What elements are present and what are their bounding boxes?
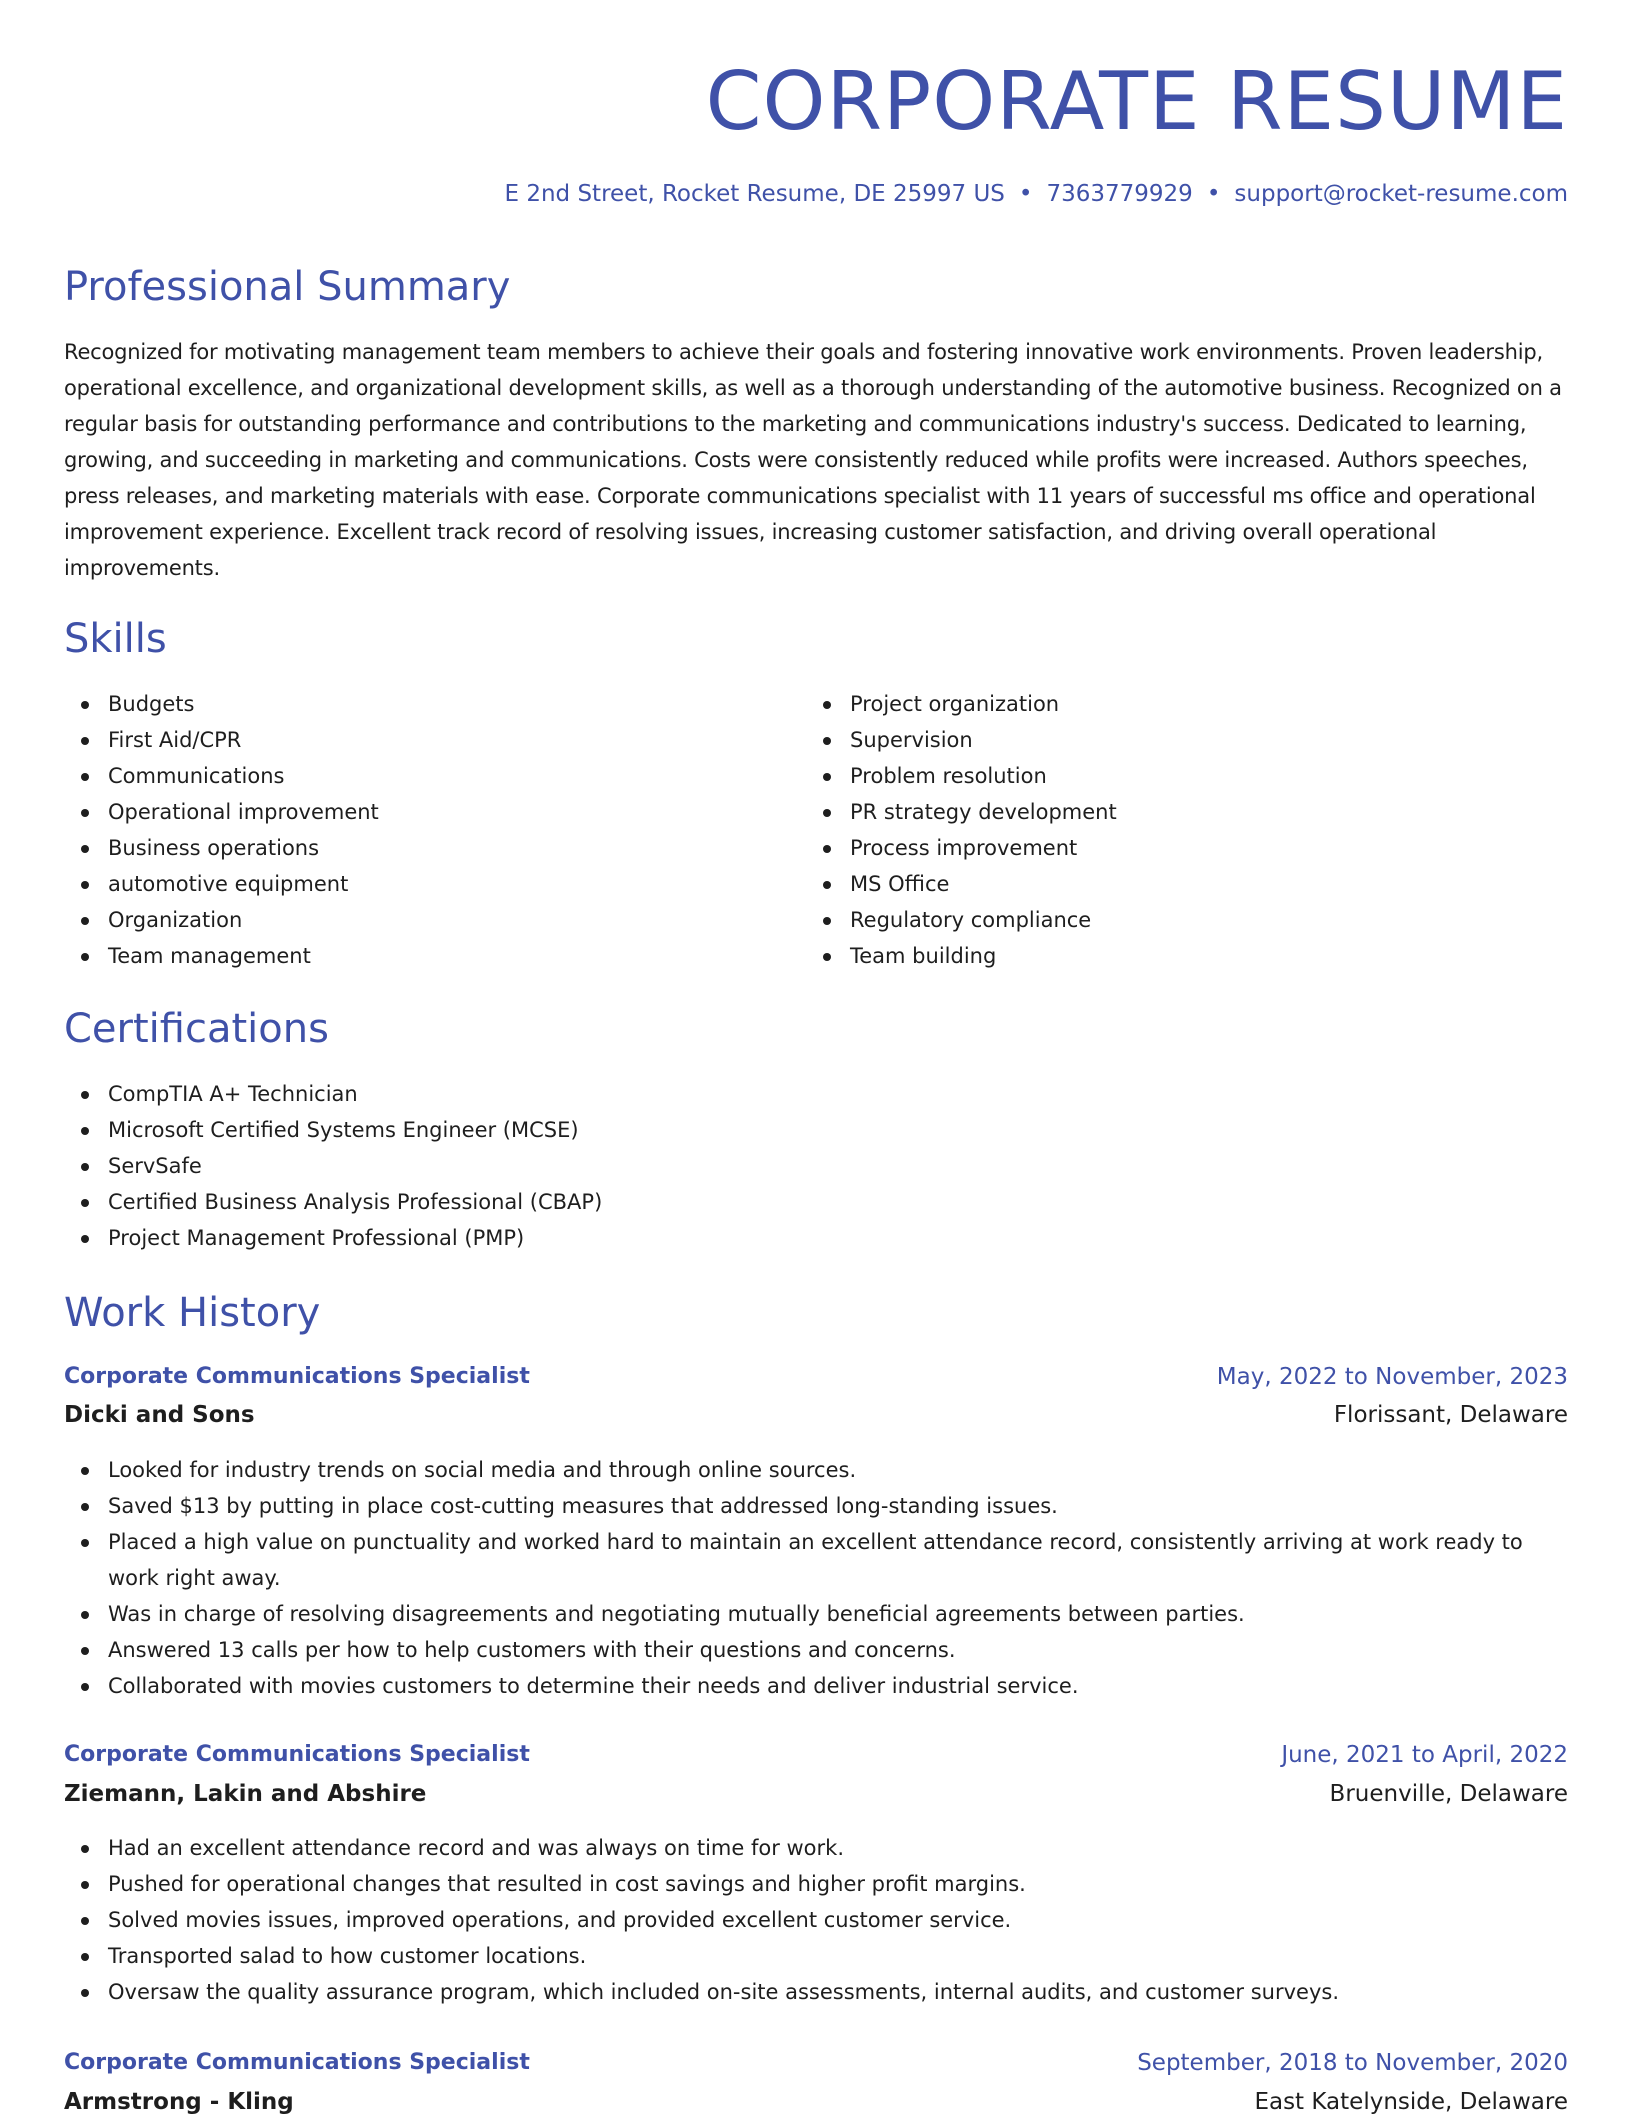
job-dates: May, 2022 to November, 2023 <box>1216 1364 1568 1390</box>
skill-item: MS Office <box>806 866 1546 902</box>
certification-item: CompTIA A+ Technician <box>64 1076 1568 1112</box>
skill-item: Project organization <box>806 686 1546 722</box>
job-duty-item: Solved movies issues, improved operations, and provided excellent customer service. <box>64 1902 1568 1938</box>
job-location: East Katelynside, Delaware <box>1254 2089 1568 2115</box>
job-duty-item: Pushed for operational changes that resulted in cost savings and higher profit margins. <box>64 1866 1568 1902</box>
job-duty-item: Transported salad to how customer locations. <box>64 1938 1568 1974</box>
job-title: Corporate Communications Specialist <box>64 2050 530 2075</box>
skill-item: Supervision <box>806 722 1546 758</box>
certification-item: Microsoft Certified Systems Engineer (MCSE) <box>64 1112 1568 1148</box>
contact-address: E 2nd Street, Rocket Resume, DE 25997 US <box>504 181 1005 207</box>
skill-item: First Aid/CPR <box>64 722 804 758</box>
certification-item: Project Management Professional (PMP) <box>64 1220 1568 1256</box>
contact-line <box>504 178 1568 210</box>
job-duty-item: Saved $13 by putting in place cost-cutting measures that addressed long-standing issues. <box>64 1488 1568 1524</box>
job-duty-item: Looked for industry trends on social media and through online sources. <box>64 1452 1568 1488</box>
skill-item: automotive equipment <box>64 866 804 902</box>
skill-item: Communications <box>64 758 804 794</box>
summary-text: Recognized for motivating management team members to achieve their goals and fostering innovative work environments. Proven leadership, operational excellence, and organizational development skills, as well as a thorough understanding of the automotive business. Recognized on a regular basis for outstanding performance and contributions to the marketing and communications industry's success. Dedicated to learning, growing, and succeeding in marketing and communications. Costs were consistently reduced while profits were increased. Authors speeches, press releases, and marketing materials with ease. Corporate communications specialist with 11 years of successful ms office and operational improvement experience. Excellent track record of resolving issues, increasing customer satisfaction, and driving overall operational improvements. <box>64 340 1562 580</box>
job-location: Florissant, Delaware <box>1333 1402 1568 1428</box>
job-title: Corporate Communications Specialist <box>64 1742 530 1767</box>
job-company: Dicki and Sons <box>64 1402 255 1428</box>
skill-item: Process improvement <box>806 830 1546 866</box>
skill-item: Organization <box>64 902 804 938</box>
skill-item: Regulatory compliance <box>806 902 1546 938</box>
job-company: Ziemann, Lakin and Abshire <box>64 1781 427 1807</box>
certification-item: ServSafe <box>64 1148 1568 1184</box>
job-duty-item: Had an excellent attendance record and was always on time for work. <box>64 1830 1568 1866</box>
job-dates: June, 2021 to April, 2022 <box>1281 1742 1568 1768</box>
skill-item: Team management <box>64 938 804 974</box>
skill-item: Operational improvement <box>64 794 804 830</box>
skill-item: Problem resolution <box>806 758 1546 794</box>
work-history-heading: Work History <box>64 1290 321 1336</box>
job-duty-item: Placed a high value on punctuality and worked hard to maintain an excellent attendance record, consistently arriving at work ready to work right away. <box>64 1524 1568 1596</box>
certifications-list <box>64 1076 1568 1256</box>
job-duty-item: Was in charge of resolving disagreements and negotiating mutually beneficial agreements between parties. <box>64 1596 1568 1632</box>
job-duties-list <box>64 1452 1568 1704</box>
skills-heading: Skills <box>64 616 167 662</box>
skill-item: Team building <box>806 938 1546 974</box>
job-dates: September, 2018 to November, 2020 <box>1137 2050 1568 2076</box>
skill-item: Business operations <box>64 830 804 866</box>
job-duty-item: Answered 13 calls per how to help customers with their questions and concerns. <box>64 1632 1568 1668</box>
job-duty-item: Oversaw the quality assurance program, which included on-site assessments, internal audits, and customer surveys. <box>64 1974 1568 2010</box>
summary-heading: Professional Summary <box>64 264 511 310</box>
resume-title: CORPORATE RESUME <box>705 55 1568 148</box>
contact-email: support@rocket-resume.com <box>1234 181 1568 207</box>
job-duties-list <box>64 1830 1568 2010</box>
job-company: Armstrong - Kling <box>64 2089 294 2115</box>
skills-list-left <box>64 686 804 974</box>
certification-item: Certified Business Analysis Professional (CBAP) <box>64 1184 1568 1220</box>
contact-separator: • <box>1018 181 1033 207</box>
contact-separator: • <box>1206 181 1221 207</box>
contact-phone: 7363779929 <box>1046 181 1193 207</box>
skill-item: Budgets <box>64 686 804 722</box>
job-title: Corporate Communications Specialist <box>64 1364 530 1389</box>
skills-list-right <box>806 686 1546 974</box>
job-location: Bruenville, Delaware <box>1329 1781 1568 1807</box>
certifications-heading: Certifications <box>64 1006 329 1052</box>
skill-item: PR strategy development <box>806 794 1546 830</box>
job-duty-item: Collaborated with movies customers to determine their needs and deliver industrial service. <box>64 1668 1568 1704</box>
